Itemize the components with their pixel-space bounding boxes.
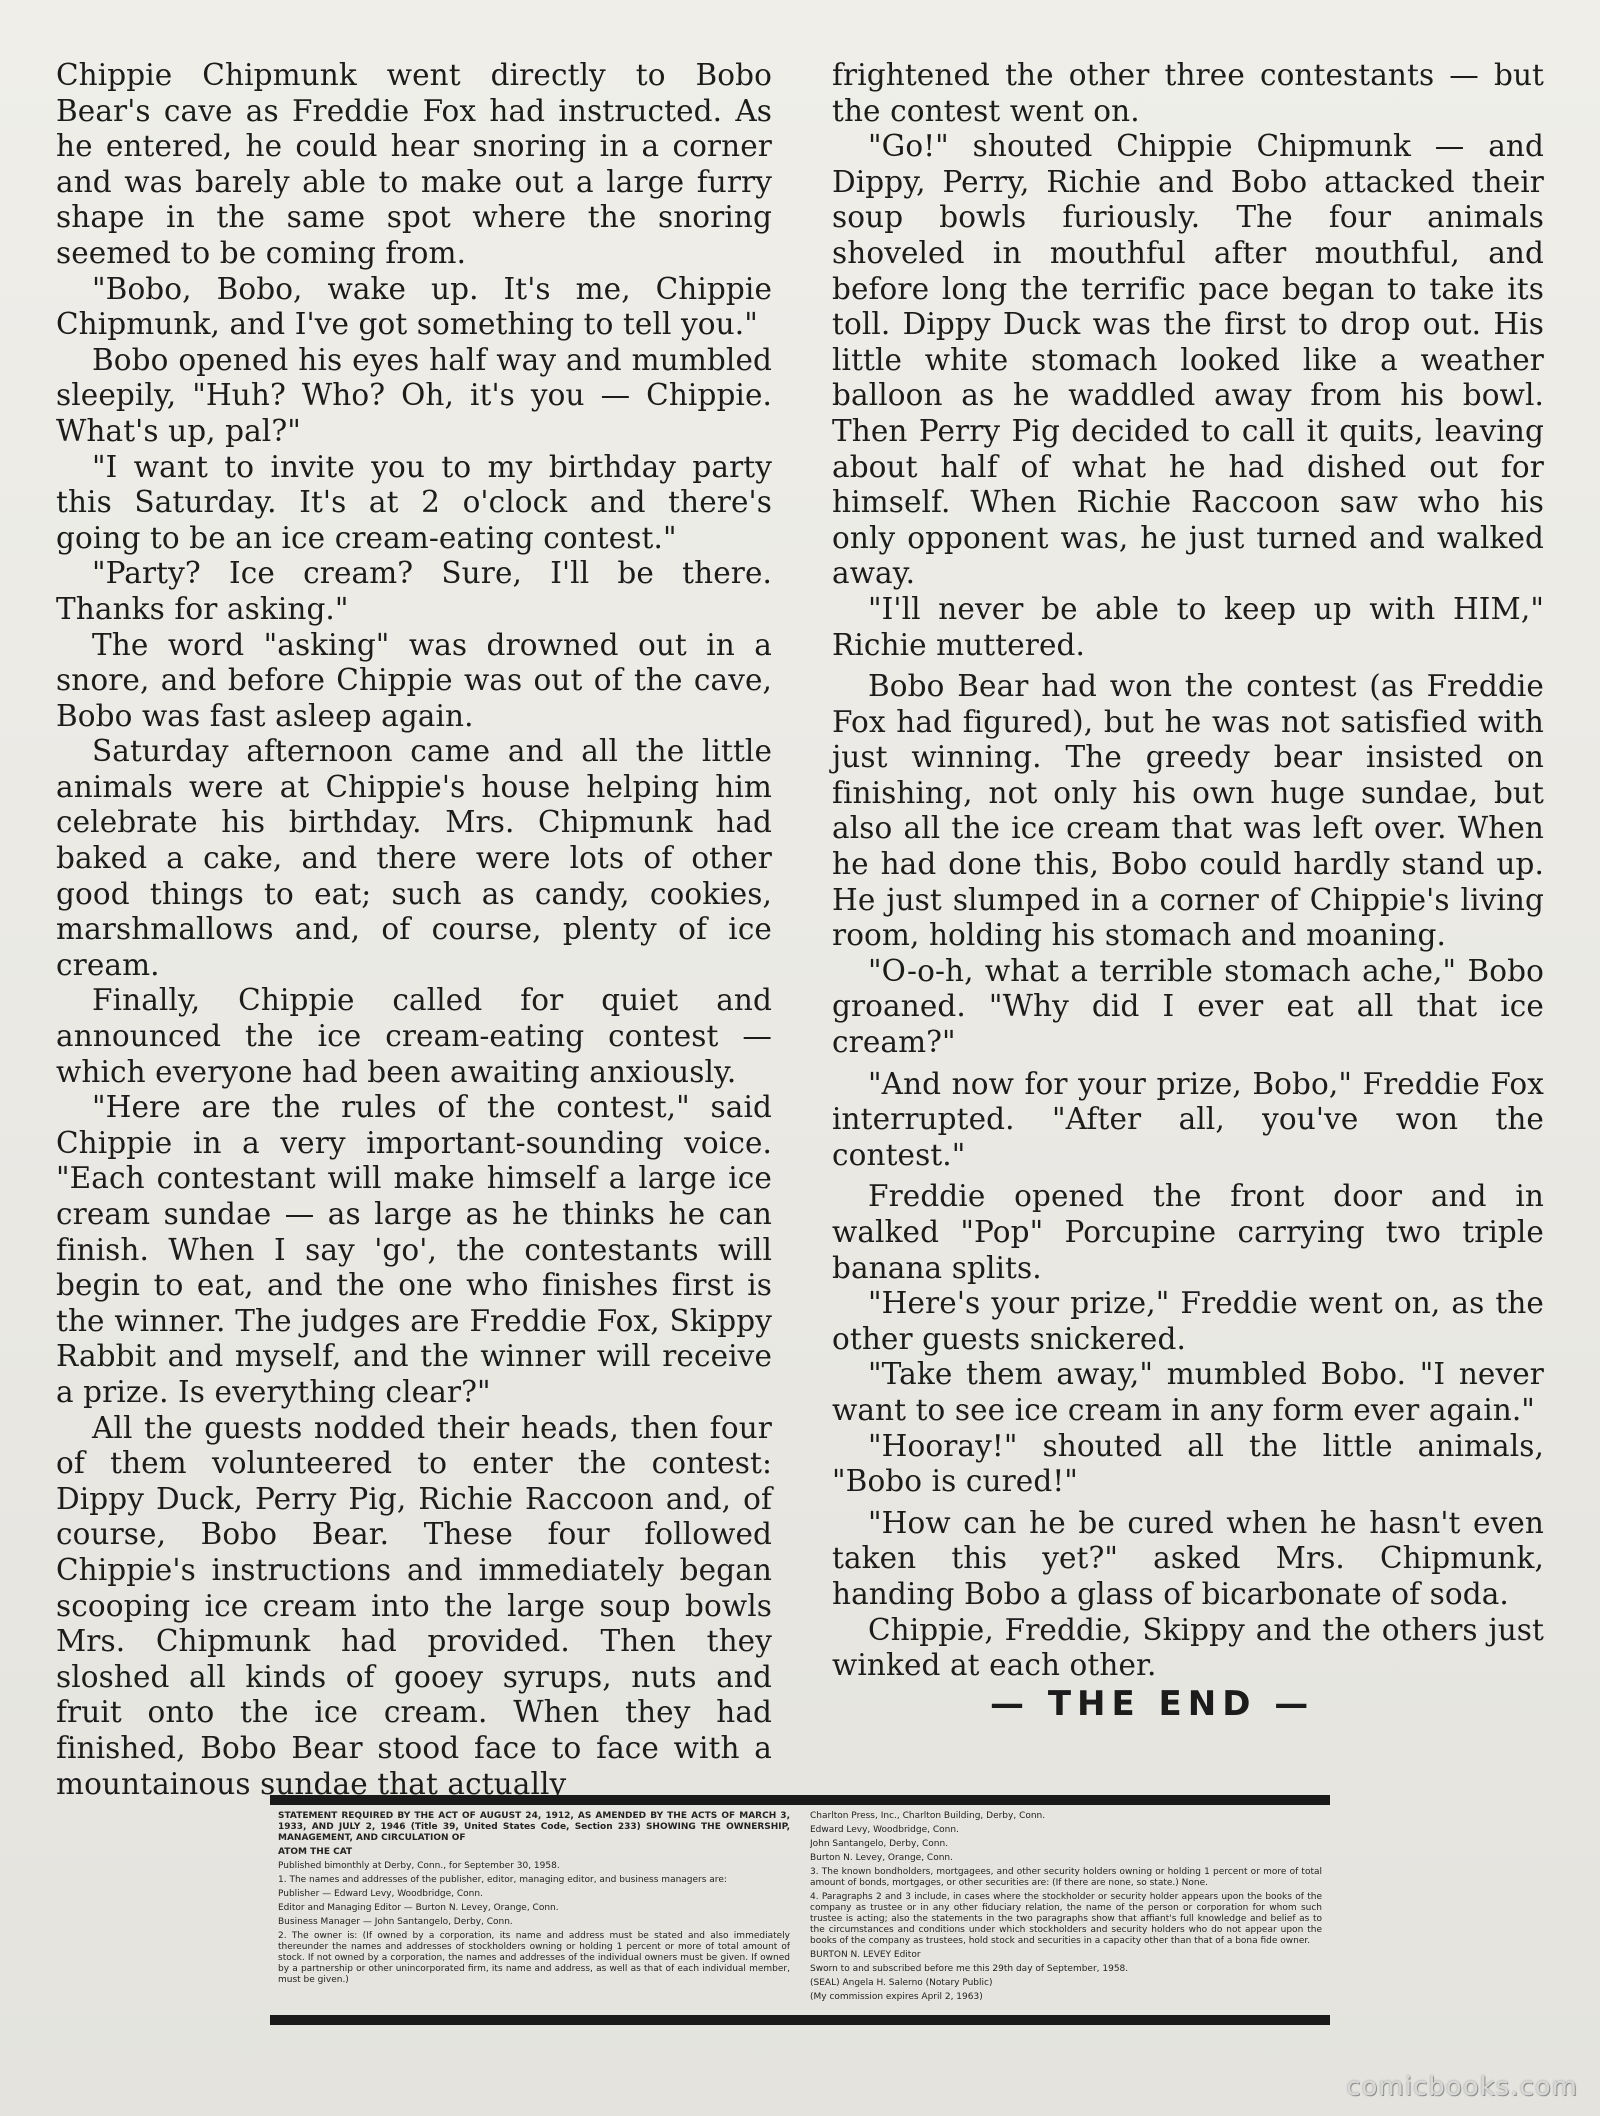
story-paragraph: Chippie, Freddie, Skippy and the others just winked at each other. [832, 1612, 1544, 1683]
statement-line: 3. The known bondholders, mortgagees, and other security holders owning or holding 1 percent or more of total amount of bonds, mortgages, or other securities are: (If there are none, so state.) None. [810, 1867, 1322, 1888]
statement-column-left [278, 1811, 790, 2009]
story-paragraph: "Take them away," mumbled Bobo. "I never want to see ice cream in any form ever again." [832, 1357, 1544, 1427]
story-paragraph: Freddie opened the front door and in walked "Pop" Porcupine carrying two triple banana splits. [832, 1179, 1544, 1285]
story-paragraph: frightened the other three contestants — but the contest went on. [832, 58, 1544, 128]
story-paragraph: "I'll never be able to keep up with HIM," Richie muttered. [832, 591, 1544, 662]
story-paragraph: "How can he be cured when he hasn't even taken this yet?" asked Mrs. Chipmunk, handing Bobo a glass of bicarbonate of soda. [832, 1505, 1544, 1611]
ownership-statement [270, 1795, 1330, 2025]
statement-signature: BURTON N. LEVEY Editor [810, 1950, 921, 1960]
site-watermark: comicbooks.com [1346, 2072, 1578, 2102]
story-column-left [56, 58, 772, 1802]
story-paragraph: "Bobo, Bobo, wake up. It's me, Chippie Chipmunk, and I've got something to tell you." [56, 271, 772, 342]
story-paragraph: "Here's your prize," Freddie went on, as the other guests snickered. [832, 1286, 1544, 1356]
statement-line: ATOM THE CAT [278, 1847, 353, 1857]
story-paragraph: "Go!" shouted Chippie Chipmunk — and Dippy, Perry, Richie and Bobo attacked their soup bowls furiously. The four animals shoveled in mouthful after mouthful, and before long the terrific pace began to take its toll. Dippy Duck was the first to drop out. His little white stomach looked like a weather balloon as he waddled away from his bowl. Then Perry Pig decided to call it quits, leaving about half of what he had dished out for himself. When Richie Raccoon saw who his only opponent was, he just turned and walked away. [832, 129, 1544, 591]
story-column-right [832, 58, 1544, 1684]
story-paragraph: "Here are the rules of the contest," said Chippie in a very important-sounding voice. "Each contestant will make himself a large ice cream sundae — as large as he thinks he can finish. When I say 'go', the contestants will begin to eat, and the one who finishes first is the winner. The judges are Freddie Fox, Skippy Rabbit and myself, and the winner will receive a prize. Is everything clear?" [56, 1090, 772, 1409]
story-paragraph: Bobo opened his eyes half way and mumbled sleepily, "Huh? Who? Oh, it's you — Chippie. What's up, pal?" [56, 342, 772, 448]
statement-line: Sworn to and subscribed before me this 29th day of September, 1958. [810, 1964, 1129, 1974]
story-paragraph: Chippie Chipmunk went directly to Bobo Bear's cave as Freddie Fox had instructed. As he entered, he could hear snoring in a corner and was barely able to make out a large furry shape in the same spot where the snoring seemed to be coming from. [56, 58, 772, 270]
statement-line: Charlton Press, Inc., Charlton Building, Derby, Conn. [810, 1811, 1046, 1821]
statement-line: Publisher — Edward Levy, Woodbridge, Conn. [278, 1889, 483, 1899]
story-paragraph: "I want to invite you to my birthday party this Saturday. It's at 2 o'clock and there's going to be an ice cream-eating contest." [56, 449, 772, 555]
statement-line: (My commission expires April 2, 1963) [810, 1992, 983, 2002]
story-paragraph: The word "asking" was drowned out in a snore, and before Chippie was out of the cave, Bobo was fast asleep again. [56, 627, 772, 733]
the-end-label: — THE END — [990, 1684, 1315, 1724]
story-paragraph: Bobo Bear had won the contest (as Freddie Fox had figured), but he was not satisfied with just winning. The greedy bear insisted on finishing, not only his own huge sundae, but also all the ice cream that was left over. When he had done this, Bobo could hardly stand up. He just slumped in a corner of Chippie's living room, holding his stomach and moaning. [832, 669, 1544, 953]
statement-line: 2. The owner is: (If owned by a corporation, its name and address must be stated and also immediately thereunder the names and addresses of stockholders owning or holding 1 percent or more of total amount of stock. If not owned by a corporation, the names and addresses of the individual owners must be given. If owned by a partnership or other unincorporated firm, its name and address, as well as that of each individual member, must be given.) [278, 1931, 790, 1985]
statement-line: 4. Paragraphs 2 and 3 include, in cases where the stockholder or security holder appears upon the books of the company as trustee or in any other fiduciary relation, the name of the person or corporation for whom such trustee is acting; also the statements in the two paragraphs show that affiant's full knowledge and belief as to the circumstances and conditions under which stockholders and security holders who do not appear upon the books of the company as trustees, hold stock and securities in a capacity other than that of a bona fide owner. [810, 1892, 1322, 1946]
story-paragraph: All the guests nodded their heads, then four of them volunteered to enter the contest: Dippy Duck, Perry Pig, Richie Raccoon and, of course, Bobo Bear. These four followed Chippie's instructions and immediately began scooping ice cream into the large soup bowls Mrs. Chipmunk had provided. Then they sloshed all kinds of gooey syrups, nuts and fruit onto the ice cream. When they had finished, Bobo Bear stood face to face with a mountainous sundae that actually [56, 1410, 772, 1801]
story-paragraph: "And now for your prize, Bobo," Freddie Fox interrupted. "After all, you've won the contest." [832, 1066, 1544, 1172]
story-paragraph: "Hooray!" shouted all the little animals, "Bobo is cured!" [832, 1428, 1544, 1499]
story-paragraph: "O-o-h, what a terrible stomach ache," Bobo groaned. "Why did I ever eat all that ice cream?" [832, 953, 1544, 1060]
statement-line: Business Manager — John Santangelo, Derby, Conn. [278, 1917, 513, 1927]
story-paragraph: Saturday afternoon came and all the little animals were at Chippie's house helping him celebrate his birthday. Mrs. Chipmunk had baked a cake, and there were lots of other good things to eat; such as candy, cookies, marshmallows and, of course, plenty of ice cream. [56, 734, 772, 982]
statement-column-right [810, 1811, 1322, 2009]
statement-line: Edward Levy, Woodbridge, Conn. [810, 1825, 959, 1835]
story-paragraph: "Party? Ice cream? Sure, I'll be there. Thanks for asking." [56, 556, 772, 626]
statement-heading: STATEMENT REQUIRED BY THE ACT OF AUGUST 24, 1912, AS AMENDED BY THE ACTS OF MARCH 3, 1933, AND JULY 2, 1946 (Title 39, United States Code, Section 233) SHOWING THE OWNERSHIP, MANAGEMENT, AND CIRCULATION OF [278, 1811, 790, 1843]
statement-notary: (SEAL) Angela H. Salerno (Notary Public) [810, 1978, 993, 1988]
story-paragraph: Finally, Chippie called for quiet and announced the ice cream-eating contest — which everyone had been awaiting anxiously. [56, 983, 772, 1089]
statement-line: John Santangelo, Derby, Conn. [810, 1839, 949, 1849]
statement-line: Published bimonthly at Derby, Conn., for September 30, 1958. [278, 1861, 560, 1871]
statement-line: Burton N. Levey, Orange, Conn. [810, 1853, 953, 1863]
statement-line: 1. The names and addresses of the publisher, editor, managing editor, and business managers are: [278, 1875, 727, 1885]
statement-line: Editor and Managing Editor — Burton N. Levey, Orange, Conn. [278, 1903, 559, 1913]
